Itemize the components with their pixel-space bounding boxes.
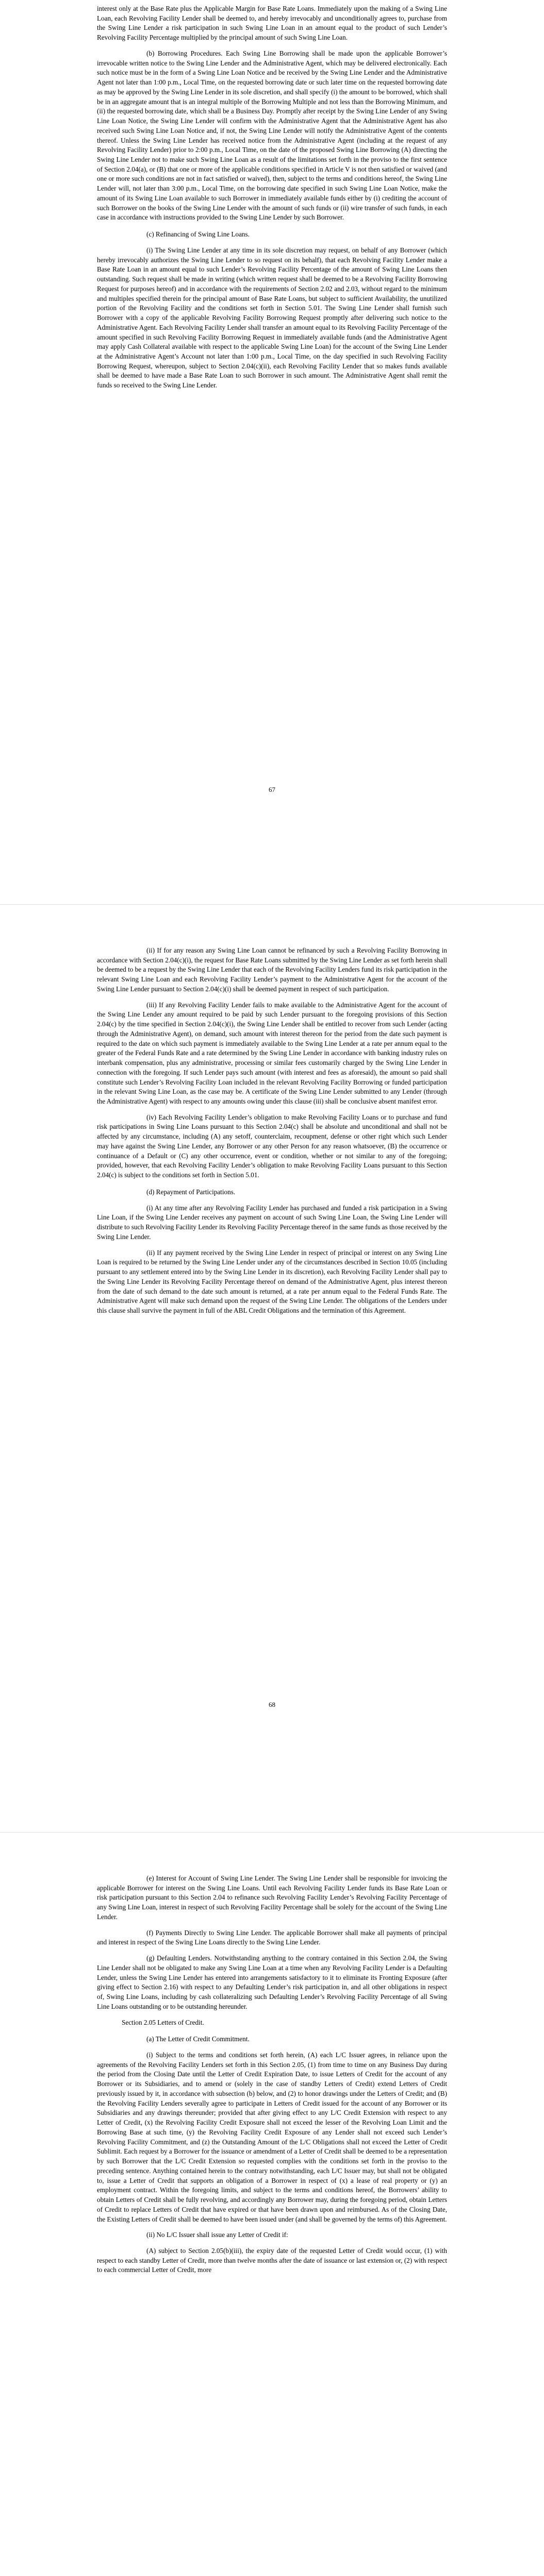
heading-c-refinancing: (c) Refinancing of Swing Line Loans. <box>146 230 250 239</box>
paragraph-d-i: (i) At any time after any Revolving Facility Lender has purchased and funded a risk participation in a Swing Line Loan, if the Swing Line Lender receives any payment on account of such Swing Line Loan, the Swing Line Lender will distribute to such Revolving Facility Lender its Revolving Facility Percentage thereof in the same funds as those received by the Swing Line Lender. <box>97 1204 447 1241</box>
paragraph-e-interest: (e) Interest for Account of Swing Line Lender. The Swing Line Lender shall be responsible for invoicing the applicable Borrower for interest on the Swing Line Loans. Until each Revolving Facility Lender funds its Base Rate Loan or risk participation pursuant to this Section 2.04 to refinance such Revolving Facility Lender’s Revolving Facility Percentage of any Swing Line Loan, interest in respect of such Revolving Facility Percentage shall be solely for the account of the Swing Line Lender. <box>97 1874 447 1921</box>
page-number: 68 <box>269 1701 275 1708</box>
paragraph-c-iii: (iii) If any Revolving Facility Lender fails to make available to the Administrative Agent for the account of the Swing Line Lender any amount required to be paid by such Lender pursuant to the foregoing provisions of this Section 2.04(c) by the time specified in Section 2.04(c)(i), the Swing Line Lender shall be entitled to recover from such Lender (acting through the Administrative Agent), on demand, such amount with interest thereon for the period from the date such payment is required to the date on which such payment is immediately available to the Swing Line Lender at a rate per annum equal to the greater of the Federal Funds Rate and a rate determined by the Swing Line Lender in accordance with banking industry rules on interbank compensation, plus any administrative, processing or similar fees customarily charged by the Swing Line Lender in connection with the foregoing. If such Lender pays such amount (with interest and fees as aforesaid), the amount so paid shall constitute such Lender’s Revolving Facility Loan included in the relevant Revolving Facility Borrowing or funded participation in the relevant Swing Line Loan, as the case may be. A certificate of the Swing Line Lender submitted to any Lender (through the Administrative Agent) with respect to any amounts owing under this clause (iii) shall be conclusive absent manifest error. <box>97 1001 447 1106</box>
paragraph-a-i: (i) Subject to the terms and conditions set forth herein, (A) each L/C Issuer agrees, in reliance upon the agreements of the Revolving Facility Lenders set forth in this Section 2.05, (1) from time to time on any Business Day during the period from the Closing Date until the Letter of Credit Expiration Date, to issue Letters of Credit for the account of any Borrower or its Subsidiaries, and to amend or (solely in the case of standby Letters of Credit) extend Letters of Credit previously issued by it, in accordance with subsection (b) below, and (2) to honor drawings under the Letters of Credit; and (B) the Revolving Facility Lenders severally agree to participate in Letters of Credit issued for the account of any Borrower or its Subsidiaries and any drawings thereunder; provided that after giving effect to any L/C Credit Extension with respect to any Letter of Credit, (x) the Revolving Facility Credit Exposure shall not exceed the lesser of the Revolving Loan Limit and the Borrowing Base at such time, (y) the Revolving Facility Credit Exposure of any Lender shall not exceed such Lender’s Revolving Facility Commitment, and (z) the Outstanding Amount of the L/C Obligations shall not exceed the Letter of Credit Sublimit. Each request by a Borrower for the issuance or amendment of a Letter of Credit shall be deemed to be a representation by such Borrower that the L/C Credit Extension so requested complies with the conditions set forth in the proviso to the preceding sentence. Anything contained herein to the contrary notwithstanding, each L/C Issuer may, but shall not be obligated to, issue a Letter of Credit that supports an obligation of a Borrower in respect of (x) a lease of real property or (y) an employment contract. Within the foregoing limits, and subject to the terms and conditions hereof, the Borrowers’ ability to obtain Letters of Credit shall be fully revolving, and accordingly any Borrower may, during the foregoing period, obtain Letters of Credit to replace Letters of Credit that have expired or that have been drawn upon and reimbursed. As of the Closing Date, the Existing Letters of Credit shall be deemed to have been issued under (and shall be governed by the terms of) this Agreement. <box>97 2051 447 2223</box>
paragraph-c-ii: (ii) If for any reason any Swing Line Loan cannot be refinanced by such a Revolving Facility Borrowing in accordance with Section 2.04(c)(i), the request for Base Rate Loans submitted by the Swing Line Lender as set forth herein shall be deemed to be a request by the Swing Line Lender that each of the Revolving Facility Lenders fund its risk participation in the relevant Swing Line Loan and each Revolving Facility Lender’s payment to the Administrative Agent for the account of the Swing Line Lender pursuant to Section 2.04(c)(i) shall be deemed payment in respect of such participation. <box>97 946 447 993</box>
paragraph-c-iv: (iv) Each Revolving Facility Lender’s obligation to make Revolving Facility Loans or to purchase and fund risk participations in Swing Line Loans pursuant to this Section 2.04(c) shall be absolute and unconditional and shall not be affected by any circumstance, including (A) any setoff, counterclaim, recoupment, defense or other right which such Lender may have against the Swing Line Lender, any Borrower or any other Person for any reason whatsoever, (B) the occurrence or continuance of a Default or (C) any other occurrence, event or condition, whether or not similar to any of the foregoing; provided, however, that each Revolving Facility Lender’s obligation to make Revolving Facility Loans pursuant to this Section 2.04(c) is subject to the conditions set forth in Section 5.01. <box>97 1113 447 1179</box>
paragraph-g-defaulting-lenders: (g) Defaulting Lenders. Notwithstanding anything to the contrary contained in this Section 2.04, the Swing Line Lender shall not be obligated to make any Swing Line Loan at a time when any Revolving Facility Lender is a Defaulting Lender, unless the Swing Line Lender has entered into arrangements satisfactory to it to eliminate its Fronting Exposure (after giving effect to Section 2.16) with respect to any Defaulting Lender’s risk participation in, and all other obligations in respect of, Swing Line Loans, including by cash collateralizing such Defaulting Lender’s Revolving Facility Percentage of all Swing Line Loans outstanding or to be outstanding hereunder. <box>97 1954 447 2010</box>
heading-a-commitment: (a) The Letter of Credit Commitment. <box>146 2035 250 2043</box>
paragraph-b-borrowing-procedures: (b) Borrowing Procedures. Each Swing Line Borrowing shall be made upon the applicable Borrower’s irrevocable written notice to the Swing Line Lender and the Administrative Agent, which may be delivered electronically. Each such notice must be in the form of a Swing Line Loan Notice and be received by the Swing Line Lender and the Administrative Agent not later than 1:00 p.m., Local Time, on the requested borrowing date or such later time on the requested borrowing date as may be approved by the Swing Line Lender in its sole discretion, and shall specify (i) the amount to be borrowed, which shall be in an aggregate amount that is an integral multiple of the Borrowing Multiple and not less than the Borrowing Minimum, and (ii) the requested borrowing date, which shall be a Business Day. Promptly after receipt by the Swing Line Lender of any Swing Line Loan Notice, the Swing Line Lender will confirm with the Administrative Agent that the Administrative Agent has also received such Swing Line Loan Notice and, if not, the Swing Line Lender will notify the Administrative Agent of the contents thereof. Unless the Swing Line Lender has received notice from the Administrative Agent (including at the request of any Revolving Facility Lender) prior to 2:00 p.m., Local Time, on the date of the proposed Swing Line Borrowing (A) directing the Swing Line Lender not to make such Swing Line Loan as a result of the limitations set forth in the proviso to the first sentence of Section 2.04(a), or (B) that one or more of the applicable conditions specified in Article V is not then satisfied or waived (and one or more such conditions are not in fact satisfied or waived), then, subject to the terms and conditions hereof, the Swing Line Lender will, not later than 3:00 p.m., Local Time, on the borrowing date specified in such Swing Line Loan Notice, make the amount of its Swing Line Loan available to such Borrower in immediately available funds either by (i) crediting the account of such Borrower on the books of the Swing Line Lender with the amount of such funds or (ii) wire transfer of such funds, in each case in accordance with instructions provided to the Swing Line Lender by such Borrower. <box>97 49 447 222</box>
document-page <box>0 905 544 1832</box>
heading-d-repayment: (d) Repayment of Participations. <box>146 1188 236 1196</box>
paragraph-f-payments: (f) Payments Directly to Swing Line Lender. The applicable Borrower shall make all payments of principal and interest in respect of the Swing Line Loans directly to the Swing Line Lender. <box>97 1928 447 1946</box>
document-page <box>0 1833 544 2576</box>
document-page <box>0 0 544 904</box>
section-heading-2-05: Section 2.05 Letters of Credit. <box>122 2018 204 2026</box>
paragraph-d-ii: (ii) If any payment received by the Swing Line Lender in respect of principal or interest on any Swing Line Loan is required to be returned by the Swing Line Lender under any of the circumstances described in Section 10.05 (including pursuant to any settlement entered into by the Swing Line Lender in its discretion), each Revolving Facility Lender shall pay to the Swing Line Lender its Revolving Facility Percentage thereof on demand of the Administrative Agent, plus interest thereon from the date of such demand to the date such amount is returned, at a rate per annum equal to the Federal Funds Rate. The Administrative Agent will make such demand upon the request of the Swing Line Lender. The obligations of the Lenders under this clause shall survive the payment in full of the ABL Credit Obligations and the termination of this Agreement. <box>97 1248 447 1314</box>
paragraph-a-ii: (ii) No L/C Issuer shall issue any Letter of Credit if: <box>146 2231 288 2239</box>
paragraph-c-i: (i) The Swing Line Lender at any time in its sole discretion may request, on behalf of any Borrower (which hereby irrevocably authorizes the Swing Line Lender to so request on its behalf), that each Revolving Facility Lender make a Base Rate Loan in an amount equal to such Lender’s Revolving Facility Percentage of the amount of Swing Line Loans then outstanding. Such request shall be made in writing (which written request shall be deemed to be a Revolving Facility Borrowing Request for purposes hereof) and in accordance with the requirements of Section 2.02 and 2.03, without regard to the minimum and multiples specified therein for the principal amount of Base Rate Loans, but subject to sufficient Availability, the unutilized portion of the Revolving Facility and the conditions set forth in Section 5.01. The Swing Line Lender shall furnish such Borrower with a copy of the applicable Revolving Facility Borrowing Request promptly after delivering such notice to the Administrative Agent. Each Revolving Facility Lender shall transfer an amount equal to its Revolving Facility Percentage of the amount specified in such Revolving Facility Borrowing Request in immediately available funds (and the Administrative Agent may apply Cash Collateral available with respect to the applicable Swing Line Loan) for the account of the Swing Line Lender at the Administrative Agent’s Account not later than 1:00 p.m., Local Time, on the day specified in such Revolving Facility Borrowing Request, whereupon, subject to Section 2.04(c)(ii), each Revolving Facility Lender that so makes funds available shall be deemed to have made a Base Rate Loan to such Borrower in such amount. The Administrative Agent shall remit the funds so received to the Swing Line Lender. <box>97 246 447 389</box>
page-number: 67 <box>269 786 275 793</box>
paragraph: interest only at the Base Rate plus the Applicable Margin for Base Rate Loans. Immediately upon the making of a Swing Line Loan, each Revolving Facility Lender shall be deemed to, and hereby irrevocably and unconditionally agrees to, purchase from the Swing Line Lender a risk participation in such Swing Line Loan in an amount equal to the product of such Lender’s Revolving Facility Percentage multiplied by the principal amount of such Swing Line Loan. <box>97 5 447 42</box>
paragraph-a-ii-A: (A) subject to Section 2.05(b)(iii), the expiry date of the requested Letter of Credit would occur, (1) with respect to each standby Letter of Credit, more than twelve months after the date of issuance or last extension or, (2) with respect to each commercial Letter of Credit, more <box>97 2246 447 2274</box>
